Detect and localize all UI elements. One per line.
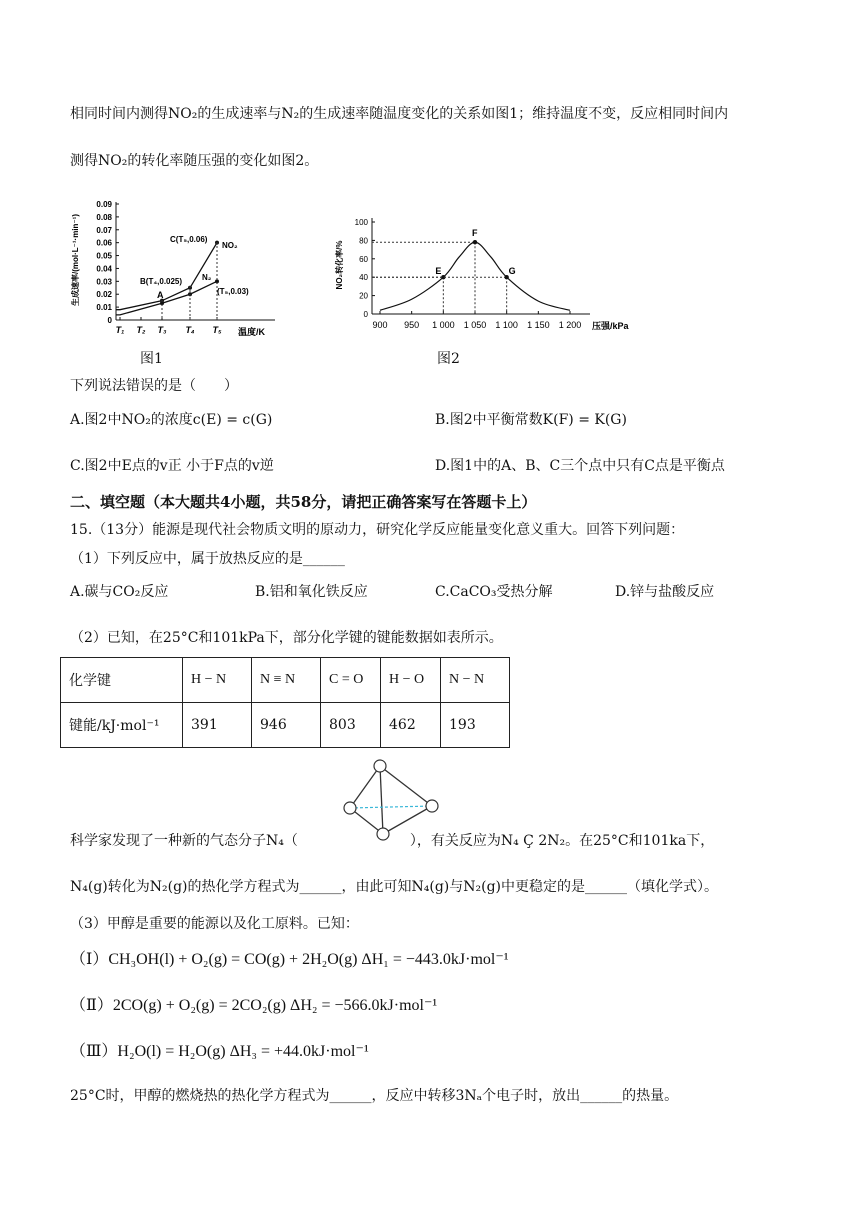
- fig2-xtick-label: 950: [404, 320, 420, 330]
- table-cell: N ≡ N: [252, 658, 321, 703]
- q15-option-d: D.锌与盐酸反应: [615, 584, 715, 600]
- fig1-label-D: (T₅,0.03): [217, 287, 249, 296]
- fig1-ytick-label: 0.09: [96, 200, 112, 209]
- fig2-point-label-F: F: [472, 228, 478, 239]
- table-cell: 462: [381, 703, 441, 748]
- q14-option-c: C.图2中E点的v正 小于F点的v逆: [70, 458, 274, 474]
- bond-energy-table: [60, 657, 510, 748]
- q14-option-b: B.图2中平衡常数K(F) = K(G): [435, 412, 627, 428]
- fig1-ytick-label: 0.03: [96, 277, 112, 287]
- fig2-point-label-E: E: [435, 266, 442, 277]
- fig2-point-label-G: G: [508, 266, 516, 277]
- q14-option-a: A.图2中NO₂的浓度c(E) = c(G): [70, 412, 273, 428]
- table-cell: 193: [441, 703, 510, 748]
- section-heading: 二、填空题（本大题共4小题，共58分，请把正确答案写在答题卡上）: [70, 493, 537, 511]
- q15-part2-molecule-text: [70, 830, 714, 850]
- table-cell: 键能/kJ·mol⁻¹: [61, 703, 183, 748]
- fig1-ytick-label: 0.04: [96, 264, 112, 274]
- intro-line-2: 测得NO₂的转化率随压强的变化如图2。: [70, 153, 319, 169]
- fig2-xtick-label: 1 150: [527, 320, 550, 330]
- fig1-label-A: A: [157, 290, 164, 300]
- fig1-label-N2: N₂: [202, 273, 212, 282]
- fig1-xtick-label: T₁: [115, 325, 125, 335]
- fig2-ytick-label: 40: [359, 273, 368, 283]
- table-cell: 391: [183, 703, 252, 748]
- fig1-xtick-label: T₄: [185, 325, 195, 335]
- fig2-xtick-label: 1 050: [463, 320, 487, 330]
- fig1-ytick-label: 0: [107, 316, 112, 325]
- equation-1: （Ⅰ）CH₃OH(l) + O₂(g) = CO(g) + 2H₂O(g) ΔH₁ = −443.0kJ·mol⁻¹: [70, 951, 509, 968]
- fig1-label-C: C(T₅,0.06): [170, 235, 208, 244]
- fig2-ytick-label: 80: [359, 236, 368, 246]
- q15-intro: 15.（13分）能源是现代社会物质文明的原动力，研究化学反应能量变化意义重大。回答下列问题：: [70, 522, 685, 538]
- fig1-xtick-label: T₅: [212, 325, 222, 335]
- fig1-ytick-label: 0.08: [96, 212, 112, 222]
- fig2-xtick-label: 1 200: [558, 320, 582, 330]
- n4-text-after: ），有关反应为N₄ Ç 2N₂。在25°C和101ka下，: [409, 833, 715, 849]
- q15-option-b: B.铝和氧化铁反应: [255, 584, 368, 600]
- fig1-xtick-label: T₃: [157, 325, 167, 335]
- figure-1: [60, 190, 290, 345]
- fig2-ytick-label: 0: [363, 310, 368, 319]
- table-row: [61, 703, 510, 748]
- fig2-data-point: [473, 240, 477, 244]
- q15-part1: （1）下列反应中，属于放热反应的是______: [70, 551, 345, 567]
- q14-option-d: D.图1中的A、B、C三个点中只有C点是平衡点: [435, 458, 725, 474]
- equation-3: （Ⅲ）H₂O(l) = H₂O(g) ΔH₃ = +44.0kJ·mol⁻¹: [70, 1043, 369, 1060]
- fig2-ytick-label: 60: [359, 254, 368, 264]
- fig1-ytick-label: 0.01: [96, 303, 112, 313]
- fig1-ylabel: 生成速率/(mol·L⁻¹·min⁻¹): [71, 214, 80, 306]
- fig2-caption: 图2: [437, 351, 460, 367]
- fig2-xtick-label: 1 000: [432, 320, 455, 330]
- q15-part2-question: N₄(g)转化为N₂(g)的热化学方程式为______，由此可知N₄(g)与N₂(g)中更稳定的是______（填化学式）。: [70, 879, 718, 895]
- fig1-label-NO2: NO₂: [222, 241, 238, 250]
- table-cell: 化学键: [61, 658, 183, 703]
- fig1-xtick-label: T₂: [136, 325, 146, 335]
- q15-option-a: A.碳与CO₂反应: [70, 584, 169, 600]
- fig2-ytick-label: 100: [354, 218, 368, 227]
- fig1-ytick-label: 0.07: [96, 225, 112, 235]
- fig2-xtick-label: 1 100: [495, 320, 518, 330]
- fig2-xlabel: 压强/kPa: [592, 321, 629, 331]
- table-cell: N − N: [441, 658, 510, 703]
- fig1-xlabel: 温度/K: [238, 327, 266, 337]
- table-cell: C = O: [321, 658, 381, 703]
- q15-part2: （2）已知，在25°C和101kPa下，部分化学键的键能数据如表所示。: [70, 630, 503, 646]
- n4-text-before: 科学家发现了一种新的气态分子N₄（: [70, 833, 298, 849]
- fig2-ylabel: NO₂转化率/%: [335, 240, 344, 290]
- fig1-caption: 图1: [140, 351, 163, 367]
- table-row: [61, 658, 510, 703]
- equation-2: （Ⅱ）2CO(g) + O₂(g) = 2CO₂(g) ΔH₂ = −566.0kJ·mol⁻¹: [70, 997, 438, 1014]
- fig1-label-B: B(T₄,0.025): [140, 277, 183, 286]
- fig1-ytick-label: 0.02: [96, 290, 112, 300]
- figure-2: [330, 210, 650, 335]
- table-cell: H − N: [183, 658, 252, 703]
- intro-line-1: 相同时间内测得NO₂的生成速率与N₂的生成速率随温度变化的关系如图1；维持温度不变，反应相同时间内: [70, 106, 729, 122]
- fig2-ytick-label: 20: [359, 291, 368, 301]
- table-cell: H − O: [381, 658, 441, 703]
- fig1-ytick-label: 0.05: [96, 251, 112, 261]
- fig2-xtick-label: 900: [372, 320, 388, 330]
- q14-stem: 下列说法错误的是（ ）: [70, 378, 238, 394]
- table-cell: 803: [321, 703, 381, 748]
- fig1-ytick-label: 0.06: [96, 238, 112, 248]
- table-cell: 946: [252, 703, 321, 748]
- q15-part3-question: 25°C时，甲醇的燃烧热的热化学方程式为______，反应中转移3Nₐ个电子时，放出______的热量。: [70, 1088, 679, 1104]
- q15-part3: （3）甲醇是重要的能源以及化工原料。已知：: [70, 916, 359, 932]
- q15-option-c: C.CaCO₃受热分解: [435, 584, 553, 600]
